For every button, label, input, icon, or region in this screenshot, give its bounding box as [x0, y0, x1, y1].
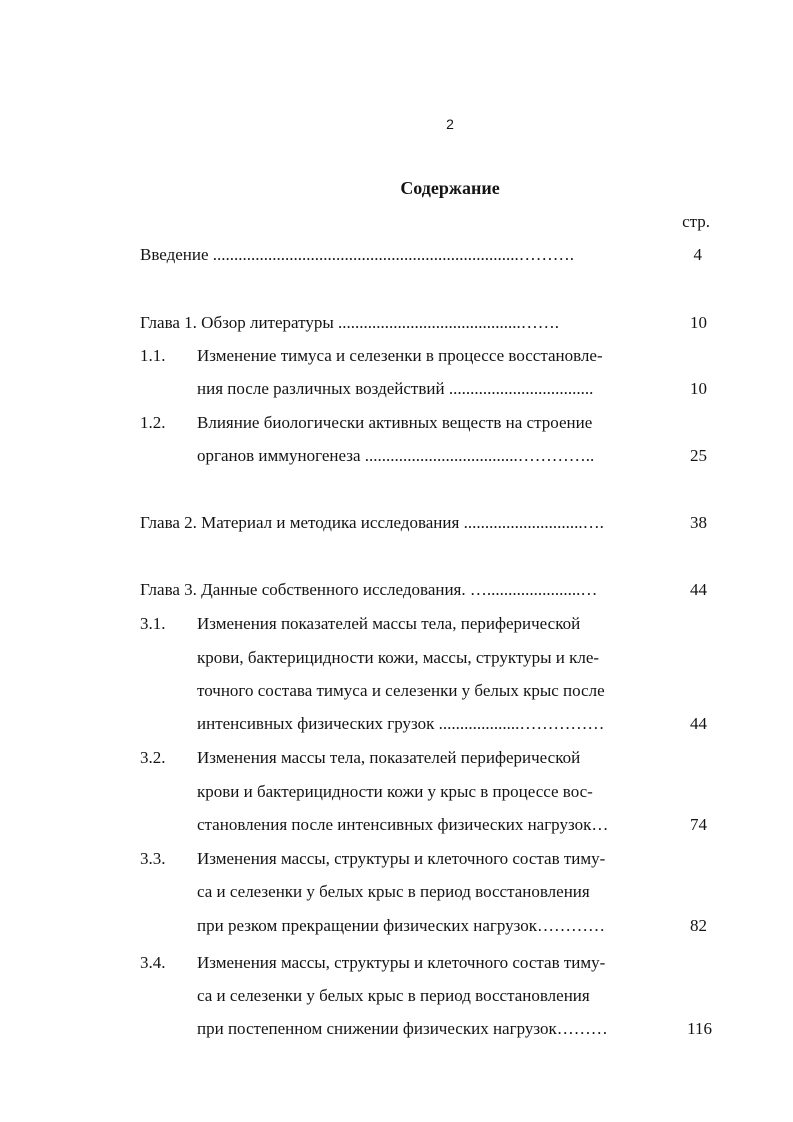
toc-entry-introduction[interactable]: [140, 242, 712, 268]
toc-entry-text: при постепенном снижении физических нагрузок………: [197, 1019, 608, 1038]
toc-entry-3-3[interactable]: [140, 846, 712, 872]
toc-entry-text: са и селезенки у белых крыс в период восстановления: [197, 986, 590, 1005]
toc-entry-1-1-cont[interactable]: [140, 376, 712, 402]
toc-entry-text: Введение ........................................................................……….: [140, 245, 575, 264]
toc-entry-page: 10: [690, 379, 707, 398]
toc-entry-text: Изменения показателей массы тела, периферической: [197, 614, 581, 633]
toc-entry-text: становления после интенсивных физических нагрузок…: [197, 815, 609, 834]
toc-entry-page: 74: [690, 815, 707, 834]
toc-entry-number: 3.3.: [140, 849, 166, 868]
toc-entry-number: 3.4.: [140, 953, 166, 972]
toc-entry-chapter-1[interactable]: [140, 310, 712, 336]
toc-entry-number: 3.1.: [140, 614, 166, 633]
toc-entry-3-2-cont[interactable]: [140, 779, 712, 805]
toc-entry-text: крови и бактерицидности кожи у крыс в процессе вос-: [197, 782, 593, 801]
toc-entry-text: Изменения массы, структуры и клеточного состав тиму-: [197, 953, 606, 972]
toc-entry-3-1[interactable]: [140, 611, 712, 637]
toc-entry-page: 116: [687, 1019, 712, 1038]
toc-entry-3-1-cont[interactable]: [140, 678, 712, 704]
toc-entry-3-3-cont[interactable]: [140, 913, 712, 939]
toc-entry-chapter-3[interactable]: [140, 577, 712, 603]
page-column-header: стр.: [682, 212, 710, 231]
toc-entry-text: интенсивных физических грузок ...................……………: [197, 714, 605, 733]
toc-entry-number: 1.2.: [140, 413, 166, 432]
toc-entry-text: Изменение тимуса и селезенки в процессе восстановле-: [197, 346, 603, 365]
toc-entry-chapter-2[interactable]: [140, 510, 712, 536]
toc-entry-text: точного состава тимуса и селезенки у белых крыс после: [197, 681, 605, 700]
toc-entry-3-2[interactable]: [140, 745, 712, 771]
toc-title: Содержание: [400, 178, 500, 198]
toc-entry-text: органов иммуногенеза ....................................…………..: [197, 446, 595, 465]
toc-entry-page: 4: [693, 245, 702, 264]
toc-entry-text: Глава 2. Материал и методика исследования ............................….: [140, 513, 604, 532]
toc-entry-number: 3.2.: [140, 748, 166, 767]
toc-entry-text: са и селезенки у белых крыс в период восстановления: [197, 882, 590, 901]
toc-entry-page: 25: [690, 446, 707, 465]
toc-entry-3-1-cont[interactable]: [140, 645, 712, 671]
toc-entry-3-4-cont[interactable]: [140, 983, 712, 1009]
toc-entry-page: 82: [690, 916, 707, 935]
toc-entry-1-2[interactable]: [140, 410, 712, 436]
toc-entry-text: Изменения массы, структуры и клеточного состав тиму-: [197, 849, 606, 868]
toc-entry-3-2-cont[interactable]: [140, 812, 712, 838]
toc-entry-text: ния после различных воздействий ..................................: [197, 379, 594, 398]
toc-entry-page: 44: [690, 714, 707, 733]
toc-entry-page: 10: [690, 313, 707, 332]
toc-entry-text: Глава 3. Данные собственного исследования. …......................…: [140, 580, 598, 599]
toc-entry-text: Влияние биологически активных веществ на строение: [197, 413, 593, 432]
toc-entry-text: Изменения массы тела, показателей периферической: [197, 748, 581, 767]
toc-entry-text: крови, бактерицидности кожи, массы, структуры и кле-: [197, 648, 600, 667]
toc-entry-1-2-cont[interactable]: [140, 443, 712, 469]
toc-entry-1-1[interactable]: [140, 343, 712, 369]
toc-entry-number: 1.1.: [140, 346, 166, 365]
toc-entry-text: Глава 1. Обзор литературы ...........................................…….: [140, 313, 560, 332]
toc-entry-3-1-cont[interactable]: [140, 711, 712, 737]
toc-entry-3-3-cont[interactable]: [140, 879, 712, 905]
page-number: 2: [446, 116, 454, 132]
toc-entry-3-4[interactable]: [140, 950, 712, 976]
toc-entry-3-4-cont[interactable]: [140, 1016, 712, 1042]
toc-entry-text: при резком прекращении физических нагрузок…………: [197, 916, 605, 935]
toc-entry-page: 44: [690, 580, 707, 599]
toc-entry-page: 38: [690, 513, 707, 532]
